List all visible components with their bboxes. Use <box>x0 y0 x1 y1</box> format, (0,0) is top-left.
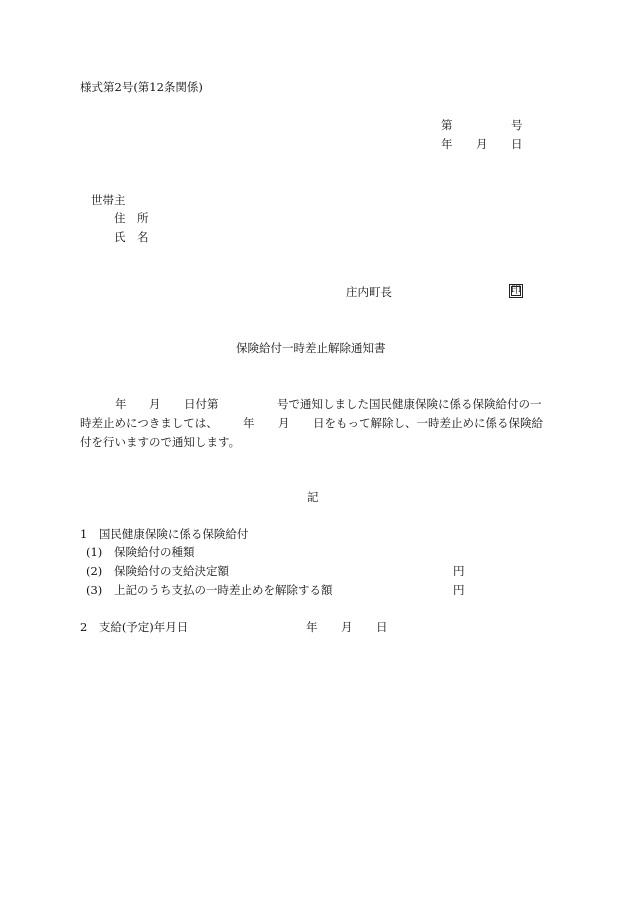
body-line1-day-number: 日付第 <box>184 397 219 411</box>
doc-number-suffix: 号 <box>511 118 523 132</box>
section1-heading: 1 国民健康保険に係る保険給付 <box>80 527 249 541</box>
address-label: 住 所 <box>114 211 149 225</box>
recipient-heading: 世帯主 <box>91 193 126 207</box>
body-line2-month: 月 <box>278 416 290 430</box>
item1-num: (1) <box>86 545 103 559</box>
section2-heading: 2 支給(予定)年月日 <box>80 620 189 634</box>
body-line1-year: 年 <box>115 397 127 411</box>
form-label: 様式第2号(第12条関係) <box>80 80 203 94</box>
sender-title: 庄内町長 <box>346 285 392 299</box>
item2-unit: 円 <box>453 564 465 578</box>
body-line2-text-a: 時差止めにつきましては、 <box>80 416 218 430</box>
document-title: 保険給付一時差止解除通知書 <box>236 341 386 355</box>
section2-year: 年 <box>306 620 318 634</box>
body-line1-text: 号で通知しました国民健康保険に係る保険給付の一 <box>277 397 542 411</box>
body-line3: 付を行いますので通知します。 <box>80 435 241 449</box>
body-line1-month: 月 <box>149 397 161 411</box>
seal-mark: 印 <box>511 285 521 296</box>
doc-date-day: 日 <box>511 137 523 151</box>
body-line2-year: 年 <box>243 416 255 430</box>
body-line2-text-b: 日をもって解除し、一時差止めに係る保険給 <box>313 416 543 430</box>
item2-num: (2) <box>86 564 103 578</box>
section2-day: 日 <box>376 620 388 634</box>
doc-date-month: 月 <box>476 137 488 151</box>
section2-month: 月 <box>341 620 353 634</box>
item2-label: 保険給付の支給決定額 <box>114 564 229 578</box>
item3-unit: 円 <box>453 583 465 597</box>
doc-number-prefix: 第 <box>441 118 453 132</box>
name-label: 氏 名 <box>114 230 149 244</box>
doc-date-year: 年 <box>441 137 453 151</box>
item3-label: 上記のうち支払の一時差止めを解除する額 <box>114 583 333 597</box>
item1-label: 保険給付の種類 <box>114 545 195 559</box>
ki-heading: 記 <box>307 490 319 504</box>
item3-num: (3) <box>86 583 103 597</box>
